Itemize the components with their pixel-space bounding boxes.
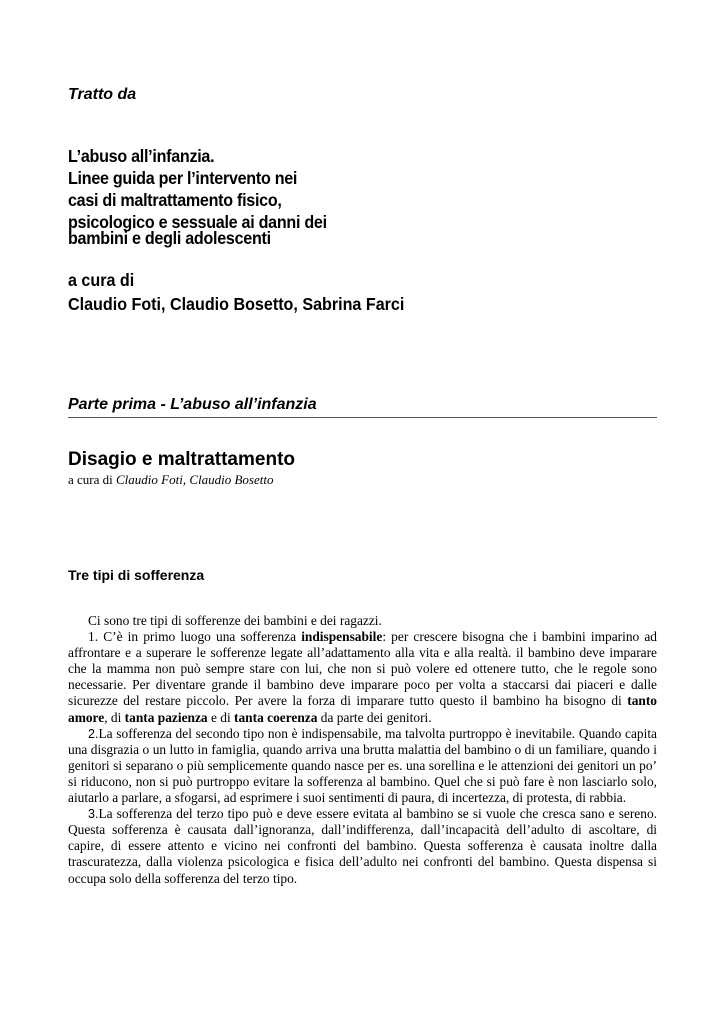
body-text xyxy=(68,613,657,887)
section-authors xyxy=(68,472,273,488)
text-run: 1. C’è in primo luogo una sofferenza xyxy=(88,629,302,645)
curators-names: Claudio Foti, Claudio Bosetto, Sabrina Farci xyxy=(68,294,405,314)
emphasis-tanta-pazienza: tanta pazienza xyxy=(124,709,208,725)
paragraph-number: 3. xyxy=(88,807,99,822)
intro-paragraph: Ci sono tre tipi di sofferenze dei bambini e dei ragazzi. xyxy=(88,613,382,628)
text-run: , di xyxy=(104,709,125,725)
section-title: Disagio e maltrattamento xyxy=(68,449,295,470)
book-title xyxy=(68,145,327,249)
section-authors-names: Claudio Foti, Claudio Bosetto xyxy=(116,472,274,487)
emphasis-tanto-amore: tanto amore xyxy=(68,693,657,725)
book-title-line: Linee guida per l’intervento nei xyxy=(68,168,298,188)
text-run: La sofferenza del secondo tipo non è indispensabile, ma talvolta purtroppo è inevitabile. Quando capita una disgrazia o un lutto in famiglia, quando arriva una brutta malattia del bambino o di un familiare, quando i genitori si separano o più semplicemente quando nasce per es. una sorellina e le attenzioni dei genitori un po’ si riducono, non si può purtroppo evitare la sofferenza al bambino. Quel che si può fare è non lasciarlo solo, aiutarlo a parlare, a sfogarsi, ad esprimere i suoi sentimenti di paura, di incertezza, di protesta, di rabbia. xyxy=(68,725,657,806)
section-authors-prefix: a cura di xyxy=(68,472,117,487)
source-label: Tratto da xyxy=(68,86,137,103)
paragraph-number: 2. xyxy=(88,726,99,741)
text-run: da parte dei genitori. xyxy=(317,709,432,725)
book-title-line: psicologico e sessuale ai danni dei xyxy=(68,212,327,232)
book-title-line: casi di maltrattamento fisico, xyxy=(68,190,282,210)
text-run: La sofferenza del terzo tipo può e deve essere evitata al bambino se si vuole che cresca sano e sereno. Questa sofferenza è causata dall’ignoranza, dall’indifferenza, dall’incapacità dell’adulto di ascoltare, di capire, di essere attento e vicino nei confronti del bambino. Questa sofferenza è causata inoltre dalla trascuratezza, dalla violenza psicologica e fisica dell’adulto nei confronti del bambino. Questa dispensa si occupa solo della sofferenza del terzo tipo. xyxy=(68,806,657,886)
book-title-line: L’abuso all’infanzia. xyxy=(68,146,215,166)
emphasis-tanta-coerenza: tanta coerenza xyxy=(234,709,318,725)
paragraph-1 xyxy=(68,629,657,726)
book-title-line: bambini e degli adolescenti xyxy=(68,228,271,248)
text-run: : per crescere bisogna che i bambini imparino ad affrontare e a superare le sofferenze legate all’adattamento alla vita e alla realtà. il bambino deve imparare che la mamma non può sempre stare con lui, che non si può volere ed ottenere tutto, che le regole sono necessarie. Per diventare grande il bambino deve imparare poco per volta a staccarsi dai piaceri e dalle sicurezze del restare piccolo. Per avere la forza di imparare tutto questo il bambino ha bisogno di xyxy=(68,629,658,709)
paragraph-3 xyxy=(68,806,657,886)
paragraph-2 xyxy=(68,726,657,806)
curators-label: a cura di xyxy=(68,270,135,290)
text-run: e di xyxy=(207,709,235,725)
part-heading: Parte prima - L’abuso all’infanzia xyxy=(68,396,657,418)
subsection-title: Tre tipi di sofferenza xyxy=(68,567,205,583)
emphasis-indispensabile: indispensabile xyxy=(301,629,383,645)
